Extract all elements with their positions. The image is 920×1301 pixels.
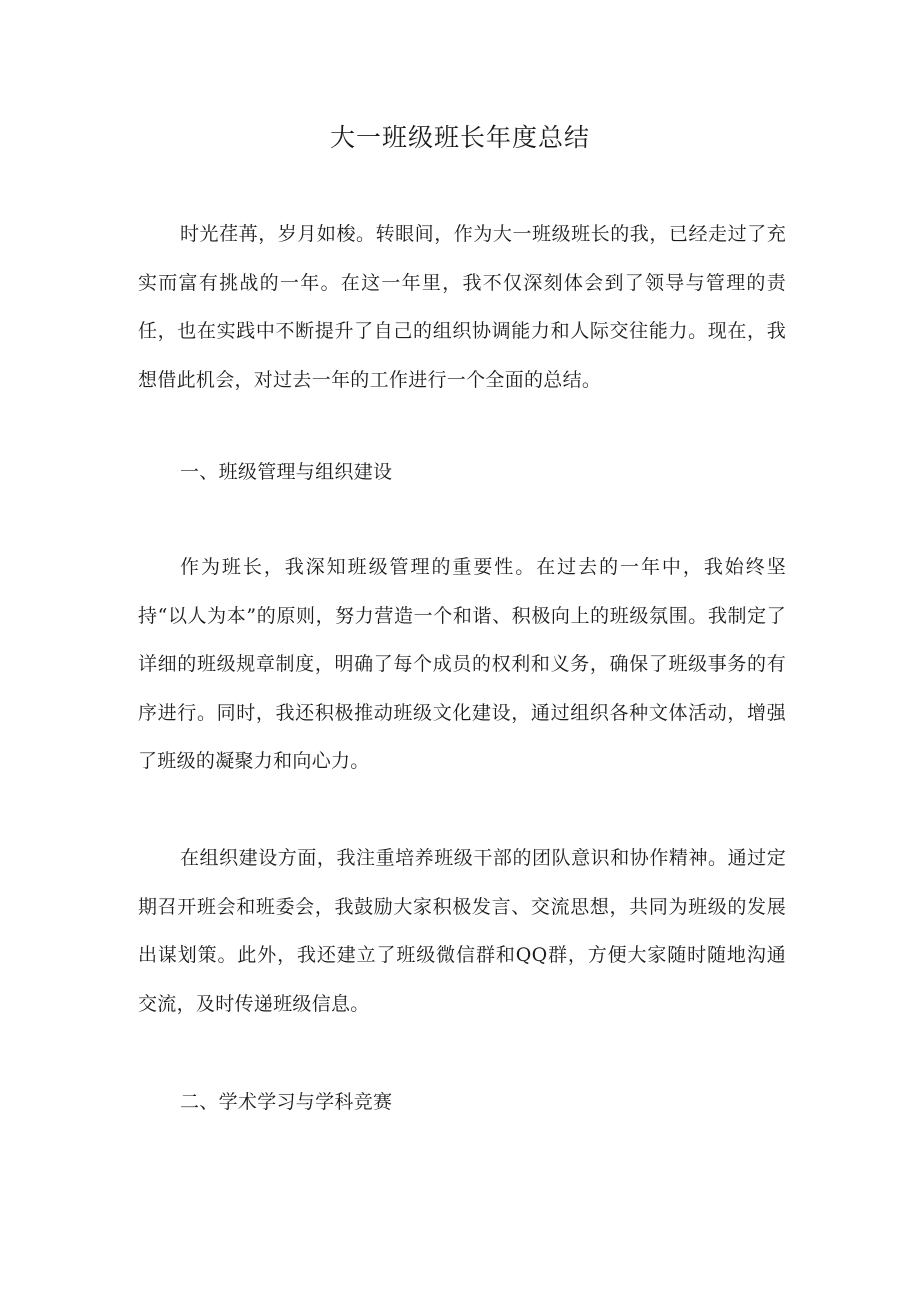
section-heading-academic-study: 二、学术学习与学科竞赛 — [180, 1091, 393, 1113]
class-management-paragraph: 作为班长，我深知班级管理的重要性。在过去的一年中，我始终坚持“以人为本”的原则，努力营造一个和谐、积极向上的班级氛围。我制定了详细的班级规章制度，明确了每个成员的权利和义务，确保了班级事务的有序进行。同时，我还积极推动班级文化建设，通过组织各种文体活动，增强了班级的凝聚力和向心力。 — [138, 556, 786, 772]
organization-building-paragraph: 在组织建设方面，我注重培养班级干部的团队意识和协作精神。通过定期召开班会和班委会，我鼓励大家积极发言、交流思想，共同为班级的发展出谋划策。此外，我还建立了班级微信群和QQ群，方便大家随时随地沟通交流，及时传递班级信息。 — [138, 847, 786, 1015]
document-title: 大一班级班长年度总结 — [329, 123, 590, 152]
section-heading-class-management: 一、班级管理与组织建设 — [180, 461, 393, 483]
intro-paragraph: 时光荏苒，岁月如梭。转眼间，作为大一班级班长的我，已经走过了充实而富有挑战的一年。在这一年里，我不仅深刻体会到了领导与管理的责任，也在实践中不断提升了自己的组织协调能力和人际交往能力。现在，我想借此机会，对过去一年的工作进行一个全面的总结。 — [138, 223, 786, 391]
